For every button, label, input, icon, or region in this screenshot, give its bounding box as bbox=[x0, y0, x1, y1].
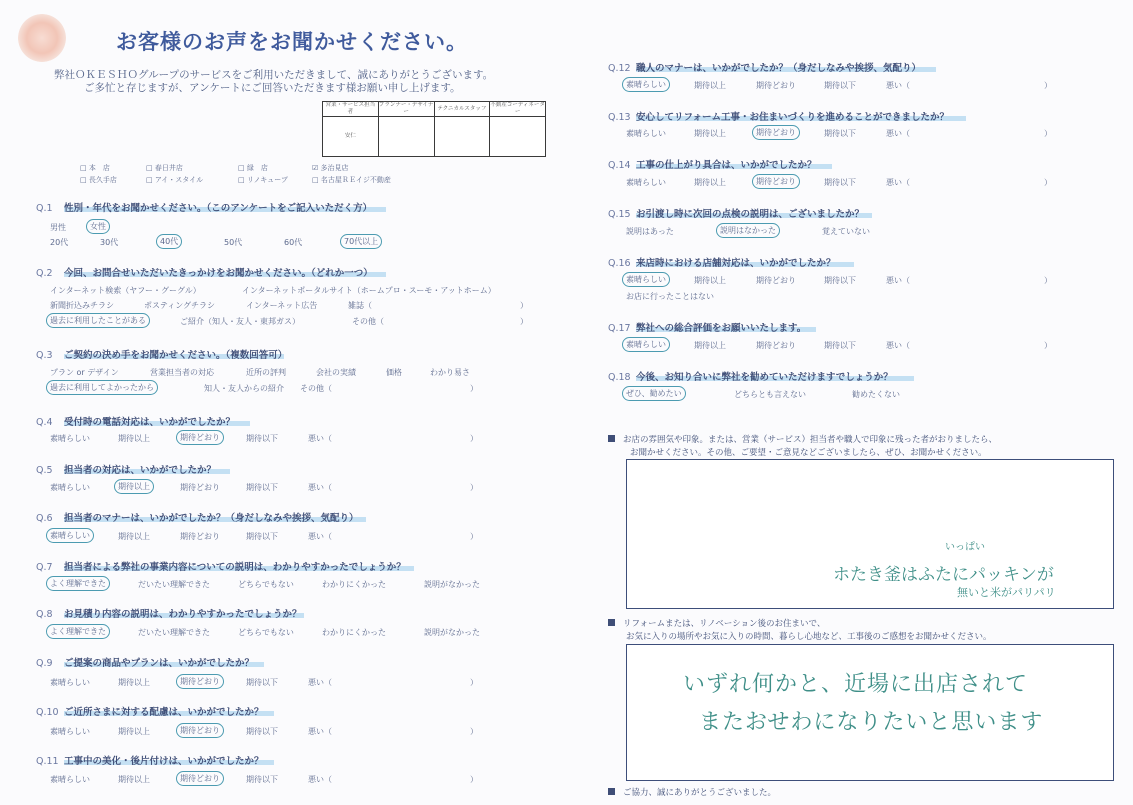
option[interactable]: その他（ bbox=[300, 384, 332, 393]
question-q3: Q.3 ご契約の決め手をお聞かせください。（複数回答可） bbox=[36, 350, 288, 361]
paren: ） bbox=[470, 775, 478, 784]
paren: ） bbox=[470, 727, 478, 736]
store-checkbox[interactable]: □ リノキューブ bbox=[238, 176, 288, 184]
option[interactable]: 悪い（ bbox=[308, 483, 332, 492]
staff-cell-empty[interactable] bbox=[490, 117, 546, 157]
paren: ） bbox=[1044, 178, 1052, 187]
option[interactable]: 説明がなかった bbox=[424, 580, 480, 589]
comment-prompt-2: リフォームまたは、リノベーション後のお住まいで、 bbox=[608, 617, 825, 629]
option[interactable]: 期待以上 bbox=[118, 775, 150, 784]
question-q15: Q.15 お引渡し時に次回の点検の説明は、ございましたか？ bbox=[608, 209, 865, 220]
question-q13: Q.13 安心してリフォーム工事・お住まいづくりを進めることができましたか？ bbox=[608, 112, 950, 123]
staff-cell-empty[interactable] bbox=[434, 117, 490, 157]
option[interactable]: どちらとも言えない bbox=[734, 390, 806, 399]
option[interactable]: 悪い（ bbox=[308, 532, 332, 541]
option[interactable]: 期待以下 bbox=[824, 129, 856, 138]
option[interactable]: 期待以上 bbox=[694, 276, 726, 285]
staff-table bbox=[322, 101, 546, 157]
option-age[interactable]: 20代 bbox=[50, 238, 69, 247]
staff-header-planner: プランナー・デザイナー bbox=[378, 102, 434, 115]
option[interactable]: 素晴らしい bbox=[50, 727, 90, 736]
option[interactable]: 期待どおり bbox=[756, 341, 796, 350]
option[interactable]: 期待以下 bbox=[246, 678, 278, 687]
option-selected[interactable]: 期待どおり bbox=[177, 675, 223, 688]
option[interactable]: 覚えていない bbox=[822, 227, 870, 236]
comment-prompt-2b: お気に入りの場所やお気に入りの時間、暮らし心地など、工事後のご感想をお聞かせください。 bbox=[626, 632, 992, 642]
option-selected[interactable]: 素晴らしい bbox=[623, 338, 669, 351]
question-q10: Q.10 ご近所さまに対する配慮は、いかがでしたか？ bbox=[36, 707, 264, 718]
option[interactable]: 悪い（ bbox=[886, 178, 910, 187]
option[interactable]: プラン or デザイン bbox=[50, 368, 119, 377]
option-selected[interactable]: よく理解できた bbox=[47, 625, 109, 638]
staff-header-realestate: 不動産コーディネーター bbox=[490, 102, 545, 115]
bullet-square-icon bbox=[608, 435, 615, 442]
option[interactable]: 期待以下 bbox=[246, 727, 278, 736]
paren: ） bbox=[520, 301, 528, 310]
option[interactable]: 期待以下 bbox=[246, 775, 278, 784]
question-q6: Q.6 担当者のマナーは、いかがでしたか？（身だしなみや挨拶、気配り） bbox=[36, 513, 359, 524]
option[interactable]: だいたい理解できた bbox=[138, 580, 210, 589]
option[interactable]: 素晴らしい bbox=[50, 775, 90, 784]
option-age[interactable]: 50代 bbox=[224, 238, 243, 247]
store-checkbox[interactable]: □ 長久手店 bbox=[80, 176, 117, 184]
option[interactable]: 悪い（ bbox=[886, 81, 910, 90]
store-checkbox[interactable]: □ 緑 店 bbox=[238, 164, 268, 172]
handwritten-note-line2: 無いと米がパリパリ bbox=[957, 586, 1056, 599]
option-age-selected[interactable]: 70代以上 bbox=[341, 235, 381, 248]
comment-box-2[interactable] bbox=[626, 644, 1114, 781]
paren: ） bbox=[470, 434, 478, 443]
question-q2: Q.2 今回、お問合せいただいたきっかけをお聞かせください。（どれか一つ） bbox=[36, 268, 373, 279]
paren: ） bbox=[1044, 129, 1052, 138]
handwritten-impression-line1: いずれ何かと、近場に出店されて bbox=[683, 672, 1029, 697]
option-selected[interactable]: 過去に利用してよかったから bbox=[47, 381, 157, 394]
option[interactable]: わかりにくかった bbox=[322, 628, 386, 637]
option[interactable]: 期待以下 bbox=[246, 532, 278, 541]
question-q1: Q.1 性別・年代をお聞かせください。（このアンケートをご記入いただく方） bbox=[36, 203, 373, 214]
option-selected[interactable]: 素晴らしい bbox=[623, 273, 669, 286]
question-q16: Q.16 来店時における店舗対応は、いかがでしたか？ bbox=[608, 258, 836, 269]
option[interactable]: 期待どおり bbox=[180, 532, 220, 541]
option[interactable]: 悪い（ bbox=[308, 727, 332, 736]
option[interactable]: 会社の実績 bbox=[316, 368, 356, 377]
thanks-line: ご協力、誠にありがとうございました。 bbox=[608, 786, 776, 798]
question-q4: Q.4 受付時の電話対応は、いかがでしたか？ bbox=[36, 417, 236, 428]
paren: ） bbox=[1044, 341, 1052, 350]
option[interactable]: 近所の評判 bbox=[246, 368, 286, 377]
logo-stamp-icon bbox=[18, 14, 66, 62]
option[interactable]: 期待以下 bbox=[246, 434, 278, 443]
option[interactable]: 素晴らしい bbox=[50, 434, 90, 443]
store-checkbox[interactable]: □ 名古屋ＲＥイジ不動産 bbox=[312, 176, 391, 184]
option[interactable]: 期待どおり bbox=[756, 276, 796, 285]
option[interactable]: 説明はあった bbox=[626, 227, 674, 236]
option[interactable]: 期待どおり bbox=[756, 81, 796, 90]
comment-prompt-1: お店の雰囲気や印象。または、営業（サービス）担当者や職人で印象に残った者がおりましたら、 bbox=[608, 433, 997, 445]
bullet-square-icon bbox=[608, 619, 615, 626]
question-q8: Q.8 お見積り内容の説明は、わかりやすかったでしょうか？ bbox=[36, 609, 302, 620]
option[interactable]: 素晴らしい bbox=[50, 483, 90, 492]
option[interactable]: だいたい理解できた bbox=[138, 628, 210, 637]
option[interactable]: 勧めたくない bbox=[852, 390, 900, 399]
staff-filled-name[interactable]: 安仁 bbox=[323, 117, 379, 157]
option[interactable]: 期待以下 bbox=[246, 483, 278, 492]
option[interactable]: お店に行ったことはない bbox=[626, 292, 714, 301]
option[interactable]: インターネット広告 bbox=[246, 301, 318, 310]
option-selected[interactable]: 期待どおり bbox=[177, 431, 223, 444]
option[interactable]: 素晴らしい bbox=[626, 129, 666, 138]
option[interactable]: 営業担当者の対応 bbox=[150, 368, 214, 377]
option[interactable]: 新聞折込みチラシ bbox=[50, 301, 114, 310]
option[interactable]: 期待以上 bbox=[118, 532, 150, 541]
option-selected[interactable]: 説明はなかった bbox=[717, 224, 779, 237]
option[interactable]: 悪い（ bbox=[308, 678, 332, 687]
option[interactable]: 期待以下 bbox=[824, 178, 856, 187]
paren: ） bbox=[470, 678, 478, 687]
paren: ） bbox=[1044, 81, 1052, 90]
handwritten-impression-line2: またおせわになりたいと思います bbox=[699, 710, 1044, 735]
option[interactable]: 知人・友人からの紹介 bbox=[204, 384, 284, 393]
option[interactable]: 説明がなかった bbox=[424, 628, 480, 637]
option[interactable]: 悪い（ bbox=[308, 434, 332, 443]
option[interactable]: ご紹介（知人・友人・東邦ガス） bbox=[180, 317, 300, 326]
option-age[interactable]: 60代 bbox=[284, 238, 303, 247]
option[interactable]: 素晴らしい bbox=[50, 678, 90, 687]
intro-line-1: 弊社ＯＫＥＳＨＯグループのサービスをご利用いただきまして、誠にありがとうございます。 bbox=[54, 69, 494, 81]
option-selected[interactable]: 期待どおり bbox=[753, 175, 799, 188]
option-female-selected[interactable]: 女性 bbox=[87, 220, 109, 233]
option[interactable]: 期待以上 bbox=[118, 727, 150, 736]
option[interactable]: 期待以上 bbox=[118, 434, 150, 443]
paren: ） bbox=[1044, 276, 1052, 285]
option[interactable]: 価格 bbox=[386, 368, 402, 377]
paren: ） bbox=[470, 384, 478, 393]
paren: ） bbox=[470, 532, 478, 541]
option[interactable]: わかり易さ bbox=[430, 368, 470, 377]
option[interactable]: わかりにくかった bbox=[322, 580, 386, 589]
option[interactable]: 期待以上 bbox=[694, 178, 726, 187]
option[interactable]: 雑誌（ bbox=[348, 301, 372, 310]
option[interactable]: インターネット検索（ヤフー・グーグル） bbox=[50, 286, 201, 295]
staff-header-sales: 営業・サービス担当者 bbox=[323, 102, 379, 117]
question-q14: Q.14 工事の仕上がり具合は、いかがでしたか？ bbox=[608, 160, 817, 171]
option[interactable]: どちらでもない bbox=[238, 628, 294, 637]
option[interactable]: 期待以下 bbox=[824, 81, 856, 90]
paren: ） bbox=[470, 483, 478, 492]
store-checkbox[interactable]: □ 本 店 bbox=[80, 164, 110, 172]
option-male[interactable]: 男性 bbox=[50, 223, 66, 232]
option[interactable]: その他（ bbox=[352, 317, 384, 326]
comment-prompt-1b: お聞かせください。その他、ご要望・ご意見などございましたら、ぜひ、お聞かせください。 bbox=[630, 448, 987, 458]
option[interactable]: 悪い（ bbox=[886, 341, 910, 350]
handwritten-note-small: いっぱい bbox=[945, 542, 985, 553]
comment-box-1[interactable] bbox=[626, 459, 1114, 609]
option-selected[interactable]: 期待どおり bbox=[177, 724, 223, 737]
intro-line-2: ご多忙と存じますが、アンケートにご回答いただきます様お願い申し上げます。 bbox=[84, 82, 461, 94]
option-selected[interactable]: 素晴らしい bbox=[623, 78, 669, 91]
question-q12: Q.12 職人のマナーは、いかがでしたか？（身だしなみや挨拶、気配り） bbox=[608, 63, 922, 74]
option-selected[interactable]: 期待どおり bbox=[177, 772, 223, 785]
option[interactable]: どちらでもない bbox=[238, 580, 294, 589]
question-q5: Q.5 担当者の対応は、いかがでしたか？ bbox=[36, 465, 217, 476]
option[interactable]: 期待以下 bbox=[824, 341, 856, 350]
staff-cell-empty[interactable] bbox=[378, 117, 434, 157]
option-age-selected[interactable]: 40代 bbox=[157, 235, 181, 248]
option[interactable]: インターネットポータルサイト（ホームプロ・スーモ・アットホーム） bbox=[242, 286, 496, 295]
store-checkbox-checked[interactable]: ☑ 多治見店 bbox=[312, 164, 349, 172]
option-age[interactable]: 30代 bbox=[100, 238, 119, 247]
question-q18: Q.18 今後、お知り合いに弊社を勧めていただけますでしょうか？ bbox=[608, 372, 893, 383]
option-selected[interactable]: 素晴らしい bbox=[47, 529, 93, 542]
option[interactable]: 期待以上 bbox=[694, 341, 726, 350]
option[interactable]: 期待以下 bbox=[824, 276, 856, 285]
store-checkbox[interactable]: □ アイ・スタイル bbox=[146, 176, 204, 184]
bullet-square-icon bbox=[608, 788, 615, 795]
option[interactable]: 悪い（ bbox=[308, 775, 332, 784]
question-q7: Q.7 担当者による弊社の事業内容についての説明は、わかりやすかったでしょうか？ bbox=[36, 562, 406, 573]
option[interactable]: 期待以上 bbox=[694, 129, 726, 138]
option[interactable]: ポスティングチラシ bbox=[144, 301, 216, 310]
option-selected[interactable]: よく理解できた bbox=[47, 577, 109, 590]
question-q9: Q.9 ご提案の商品やプランは、いかがでしたか？ bbox=[36, 658, 255, 669]
staff-header-tech: テクニカルスタッフ bbox=[434, 102, 490, 117]
option-selected[interactable]: 期待どおり bbox=[753, 126, 799, 139]
paren: ） bbox=[520, 317, 528, 326]
question-q17: Q.17 弊社への総合評価をお願いいたします。 bbox=[608, 323, 807, 334]
option-selected[interactable]: 過去に利用したことがある bbox=[47, 314, 149, 327]
store-checkbox[interactable]: □ 春日井店 bbox=[146, 164, 183, 172]
option[interactable]: 期待以上 bbox=[118, 678, 150, 687]
option[interactable]: 期待どおり bbox=[180, 483, 220, 492]
question-q11: Q.11 工事中の美化・後片付けは、いかがでしたか？ bbox=[36, 756, 264, 767]
handwritten-note-main: ホたき釜はふたにパッキンが bbox=[833, 565, 1054, 585]
option[interactable]: 素晴らしい bbox=[626, 178, 666, 187]
page-title: お客様のお声をお聞かせください。 bbox=[116, 30, 468, 54]
option[interactable]: 期待以上 bbox=[694, 81, 726, 90]
option[interactable]: 悪い（ bbox=[886, 129, 910, 138]
option-selected[interactable]: ぜひ、勧めたい bbox=[623, 387, 685, 400]
option-selected[interactable]: 期待以上 bbox=[115, 480, 153, 493]
option[interactable]: 悪い（ bbox=[886, 276, 910, 285]
